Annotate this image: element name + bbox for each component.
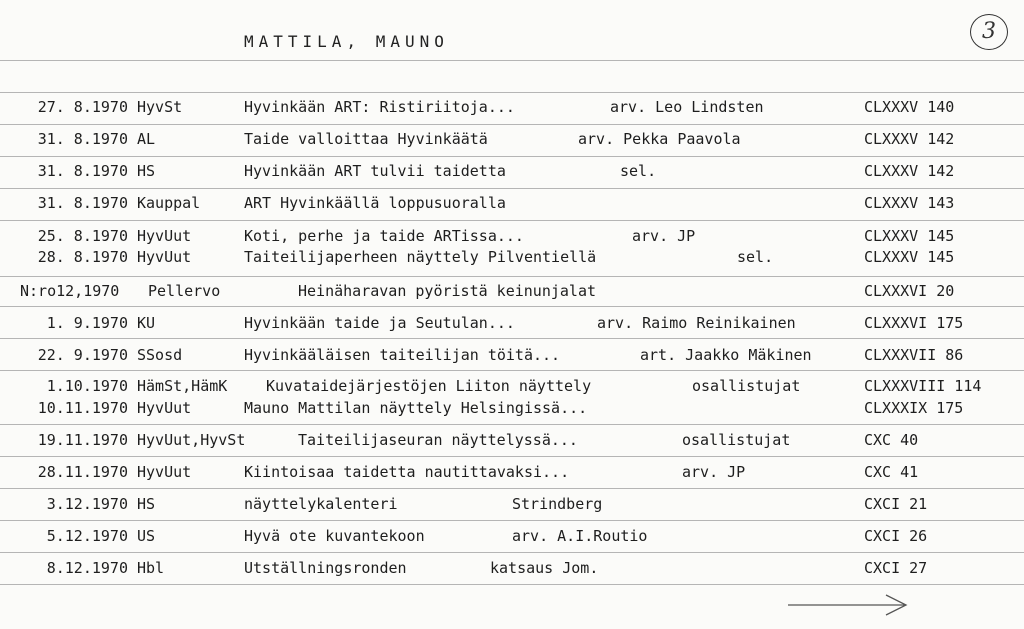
entry-row: [0, 558, 1024, 578]
entry-article: Utställningsronden: [244, 559, 407, 577]
entry-source: KU: [137, 314, 156, 332]
entry-source: HyvUut: [137, 463, 192, 481]
entry-source: HyvUut: [137, 399, 192, 417]
entry-article: Hyvinkääläisen taiteilijan töitä...: [244, 346, 561, 364]
entry-source: HyvUut: [137, 227, 192, 245]
entry-article: Hyvinkään ART: Ristiriitoja...: [244, 98, 515, 116]
entry-ref: CLXXXV 140: [864, 98, 955, 116]
entry-row: [0, 97, 1024, 117]
entry-row: [0, 193, 1024, 213]
entry-note: Strindberg: [512, 495, 603, 513]
rule-line: [0, 584, 1024, 585]
entry-source: SSosd: [137, 346, 183, 364]
rule-line: [0, 520, 1024, 521]
entry-ref: CXCI 27: [864, 559, 928, 577]
rule-line: [0, 306, 1024, 307]
entry-article: Hyvinkään taide ja Seutulan...: [244, 314, 515, 332]
entry-source: Hbl: [137, 559, 165, 577]
rule-line: [0, 370, 1024, 371]
entry-article: Hyvinkään ART tulvii taidetta: [244, 162, 506, 180]
entry-article: Kuvataidejärjestöjen Liiton näyttely: [266, 377, 592, 395]
entry-article: Hyvä ote kuvantekoon: [244, 527, 425, 545]
entry-row: [0, 247, 1024, 267]
entry-ref: CLXXXV 142: [864, 162, 955, 180]
rule-line: [0, 60, 1024, 61]
entry-note: arv. Leo Lindsten: [610, 98, 764, 116]
entry-date: 31. 8.1970: [37, 162, 128, 180]
entry-ref: CLXXXIX 175: [864, 399, 964, 417]
page-number-circle: 3: [970, 14, 1008, 50]
entry-note: osallistujat: [682, 431, 791, 449]
entry-ref: CXC 40: [864, 431, 919, 449]
entry-source: HS: [137, 162, 156, 180]
entry-note: katsaus Jom.: [490, 559, 599, 577]
entry-row: [0, 494, 1024, 514]
entry-note: arv. JP: [632, 227, 696, 245]
entry-row: [0, 313, 1024, 333]
rule-line: [0, 338, 1024, 339]
entry-date: 27. 8.1970: [37, 98, 128, 116]
continue-arrow-icon: [788, 592, 912, 618]
entry-row: [0, 462, 1024, 482]
entry-source: HyvSt: [137, 98, 183, 116]
entry-ref: CLXXXV 145: [864, 248, 955, 266]
entry-ref: CLXXXVI 175: [864, 314, 964, 332]
rule-line: [0, 188, 1024, 189]
entry-article: Taide valloittaa Hyvinkäätä: [244, 130, 488, 148]
entry-ref: CLXXXV 143: [864, 194, 955, 212]
entry-note: arv. JP: [682, 463, 746, 481]
entry-article: Heinäharavan pyöristä keinunjalat: [298, 282, 597, 300]
entry-date: 31. 8.1970: [37, 130, 128, 148]
entry-source: Pellervo: [148, 282, 221, 300]
rule-line: [0, 124, 1024, 125]
entry-source: HS: [137, 495, 156, 513]
entry-row: [0, 281, 1024, 301]
rule-line: [0, 276, 1024, 277]
entry-source: HyvUut: [137, 248, 192, 266]
entry-source: HyvUut,HyvSt: [137, 431, 246, 449]
entry-date: 28. 8.1970: [37, 248, 128, 266]
entry-row: [0, 398, 1024, 418]
entry-date: 1. 9.1970: [46, 314, 128, 332]
entry-note: sel.: [737, 248, 774, 266]
rule-line: [0, 488, 1024, 489]
entry-article: Taiteilijaperheen näyttely Pilventiellä: [244, 248, 597, 266]
entry-source: US: [137, 527, 156, 545]
entry-note: osallistujat: [692, 377, 801, 395]
entry-ref: CXCI 21: [864, 495, 928, 513]
entry-ref: CLXXXVI 20: [864, 282, 955, 300]
entry-date: 31. 8.1970: [37, 194, 128, 212]
entry-date: 5.12.1970: [46, 527, 128, 545]
entry-row: [0, 376, 1024, 396]
entry-date: 10.11.1970: [37, 399, 128, 417]
entry-ref: CLXXXVII 86: [864, 346, 964, 364]
entry-source: HämSt,HämK: [137, 377, 228, 395]
entry-date: 25. 8.1970: [37, 227, 128, 245]
entry-note: arv. Raimo Reinikainen: [597, 314, 796, 332]
entry-ref: CXCI 26: [864, 527, 928, 545]
entry-row: [0, 129, 1024, 149]
entry-row: [0, 430, 1024, 450]
card-heading: MATTILA, MAUNO: [244, 32, 449, 51]
entry-date: 19.11.1970: [37, 431, 128, 449]
entry-note: arv. Pekka Paavola: [578, 130, 741, 148]
entry-article: ART Hyvinkäällä loppusuoralla: [244, 194, 506, 212]
rule-line: [0, 156, 1024, 157]
rule-line: [0, 456, 1024, 457]
entry-date: 3.12.1970: [46, 495, 128, 513]
entry-article: Kiintoisaa taidetta nautittavaksi...: [244, 463, 570, 481]
entry-article: Koti, perhe ja taide ARTissa...: [244, 227, 524, 245]
rule-line: [0, 552, 1024, 553]
entry-source: Kauppal: [137, 194, 201, 212]
entry-note: sel.: [620, 162, 657, 180]
entry-note: arv. A.I.Routio: [512, 527, 648, 545]
rule-line: [0, 424, 1024, 425]
entry-date: N:ro12,1970: [20, 282, 120, 300]
entry-row: [0, 226, 1024, 246]
entry-date: 8.12.1970: [46, 559, 128, 577]
entry-row: [0, 526, 1024, 546]
entry-ref: CXC 41: [864, 463, 919, 481]
entry-article: näyttelykalenteri: [244, 495, 398, 513]
rule-line: [0, 220, 1024, 221]
rule-line: [0, 92, 1024, 93]
entry-row: [0, 345, 1024, 365]
entry-date: 1.10.1970: [46, 377, 128, 395]
entry-ref: CLXXXVIII 114: [864, 377, 982, 395]
entry-date: 22. 9.1970: [37, 346, 128, 364]
entry-source: AL: [137, 130, 156, 148]
entry-ref: CLXXXV 142: [864, 130, 955, 148]
entry-note: art. Jaakko Mäkinen: [640, 346, 812, 364]
entry-article: Taiteilijaseuran näyttelyssä...: [298, 431, 578, 449]
entry-date: 28.11.1970: [37, 463, 128, 481]
entry-ref: CLXXXV 145: [864, 227, 955, 245]
entry-row: [0, 161, 1024, 181]
entry-article: Mauno Mattilan näyttely Helsingissä...: [244, 399, 588, 417]
